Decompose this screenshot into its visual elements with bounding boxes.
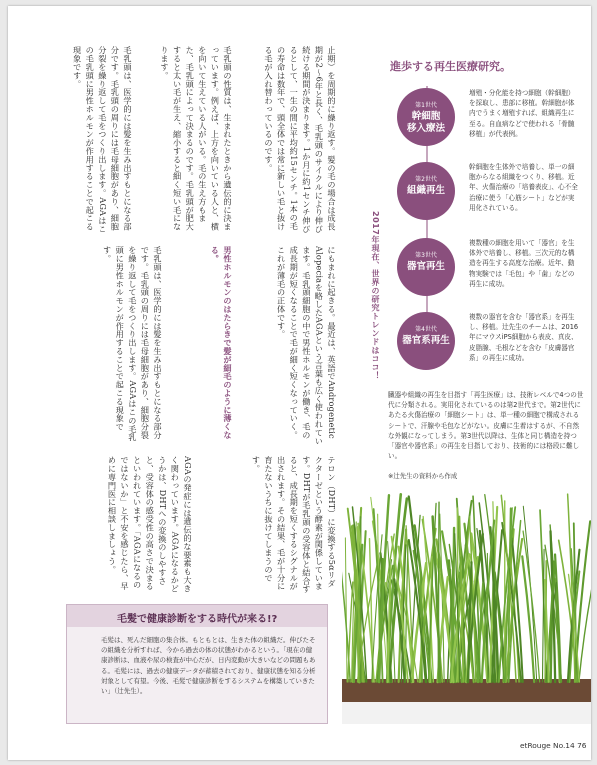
trend-vertical-note: 2017年現在、世界の研究トレンドはココ！	[371, 211, 380, 380]
article-column-3	[48, 46, 134, 236]
generation-3-name: 器官再生	[406, 261, 445, 272]
article-column-1	[238, 46, 338, 236]
article-text-4: にもまれに起きる。最近は、英語でAndrogenetic Alopeciaを略したAGAという言葉も広く使われています。毛乳頭細胞の中で男性ホルモンが働き、毛の成長期が短くなることで毛が細く短くなっていく。これが薄毛の正体です。	[276, 246, 337, 445]
generation-4-name: 器官系再生	[402, 335, 450, 346]
generation-1-description: 増殖・分化能を持つ細胞（幹細胞）を採取し、患部に移植。幹細胞が体内でうまく増殖すれば、組織再生に至る。自血病などで使われる「骨髄移植」が代表例。	[469, 89, 575, 138]
generation-2-label: 第2世代	[415, 176, 437, 183]
generation-1-name: 幹細胞 移入療法	[406, 111, 445, 134]
grass-blade	[523, 531, 540, 682]
generation-3-circle	[397, 238, 455, 296]
sidebar-title: 進歩する再生医療研究。	[390, 60, 511, 73]
article-text-1: 止期）を周期的に繰り返す。髪の毛の場合は成長期が2〜6年と長く、毛乳頭のサイクルにより伸び続ける期間が決まります。1か月に約1センチ伸びるとして、一生の間に平均約15センチ。1本の毛の寿命は数年で、頭全体では常に新しい毛と抜ける毛が入れ替わっているのです。	[264, 46, 337, 234]
article-highlight: 男性ホルモンのはたらきで髪が細毛のように薄くなる。	[210, 246, 233, 440]
sidebar-source: ※辻先生の資料から作成	[388, 472, 458, 480]
article-column-8	[48, 456, 194, 594]
grass-blade	[369, 539, 372, 682]
article-text-3: 毛乳頭は、医学的には髪を生み出すもとになる部分です。毛乳頭の周りには毛母細胞があり、細胞分裂を繰り返して毛をつくり出します。AGAはこの毛乳頭に男性ホルモンが作用することで起こる現象です。	[72, 46, 133, 233]
article-column-6	[48, 246, 164, 446]
generation-4-description: 複数の器官を含む「器官系」を再生し、移植。辻先生のチームは、2016年にマウスiPS細胞から表皮、真皮、皮脂腺、毛根などを含む「皮膚器官系」の再生に成功。	[469, 313, 579, 362]
page-footer: etRouge No.14 76	[520, 741, 587, 750]
magazine-page	[8, 6, 591, 760]
generation-2-name: 組織再生	[406, 185, 445, 196]
box-body: 毛髪は、死んだ細胞の集合体。もともとは、生きた体の組織だ。伸びたその組織を分析すれば、今から過去の体の状態がわかるという。「現在の健康診断は、血液や尿の検査が中心だが、日内変動が大きいなどの問題もある。毛髪には、過去の健康データが蓄積されており、健康状態を知る分析対象として有望。今後、毛髪で健康診断をするシステムを構築していきたい」（辻先生）。	[101, 636, 316, 696]
generation-2-circle	[397, 162, 455, 220]
grass-blade	[579, 566, 591, 682]
article-text-2: 毛乳頭の性質は、生まれたときから遺伝的に決まっています。例えば、上方を向いている人と、横を向いて生えている人がいる。毛の生え方もまた、毛乳頭によって決まるのです。毛乳頭が肥大すると太い毛が生え、縮小すると細く短い毛になります。	[160, 46, 233, 231]
article-column-2	[138, 46, 234, 236]
article-column-5-highlight	[168, 246, 234, 446]
health-check-box	[66, 604, 328, 724]
grass-blade	[493, 533, 495, 682]
generation-4-circle	[397, 312, 455, 370]
article-text-8: AGAの発症には遺伝的な要素も大きく関わっています。AGAになるかどうかは、DHTへの変換のしやすさと、受容体の感受性の高さで決まるといわれています。「AGAになるのではないか」と不安を感じたら、早めに専門医に相談しましょう。	[107, 456, 193, 593]
generation-1-circle	[397, 88, 455, 146]
generation-4-label: 第4世代	[415, 326, 437, 333]
article-column-4	[238, 246, 338, 446]
grass-blade	[523, 506, 536, 682]
article-text-6: 毛乳頭は、医学的には髪を生み出すもとになる部分です。毛乳頭の周りには毛母細胞があり、細胞分裂を繰り返して毛をつくり出します。AGAはこの毛乳頭に男性ホルモンが作用することで起こる現象です。	[102, 246, 163, 442]
generation-1-label: 第1世代	[415, 102, 437, 109]
grass-photo	[342, 484, 591, 724]
sidebar-note: 臓器や組織の再生を目指す「再生医療」は、技術レベルで4つの世代に分類される。実用化されているのは第2世代まで。第2世代にあたる火傷治療の「細胞シート」は、単一種の細胞で構成されるシートで、汗腺や毛包などがない。皮膚に生着はするが、不自然な外観になってしまう。第3世代以降は、生体と同じ構造を持つ「器官や器官系」の再生を目指しており、技術的には格段に難しい。	[388, 391, 584, 461]
box-title: 毛髪で健康診断をする時代が来る!?	[117, 614, 278, 625]
article-text-7: テロン（DHT）に変換する5αリダクターゼという酵素が関係しています。DHTが毛乳頭の受容体と結合すると、成長期を短くするシグナルが出されます。その結果、毛が十分に育たないうちに抜けてしまうのです。	[251, 456, 337, 594]
grass-blade	[522, 556, 534, 682]
generation-3-label: 第3世代	[415, 252, 437, 259]
generation-3-description: 複数種の細胞を用いて「器官」を生体外で培養し、移植。三次元的な構造を再生する高度な治療。近年、動物実験では「毛包」や「歯」などの再生に成功。	[469, 239, 575, 288]
generation-2-description: 幹細胞を生体外で培養し、単一の細胞からなる組織をつくり、移植。近年、火傷治療の「培養表皮」、心不全治療に使う「心筋シート」などが実用化されている。	[469, 163, 578, 212]
article-column-7	[198, 456, 338, 594]
